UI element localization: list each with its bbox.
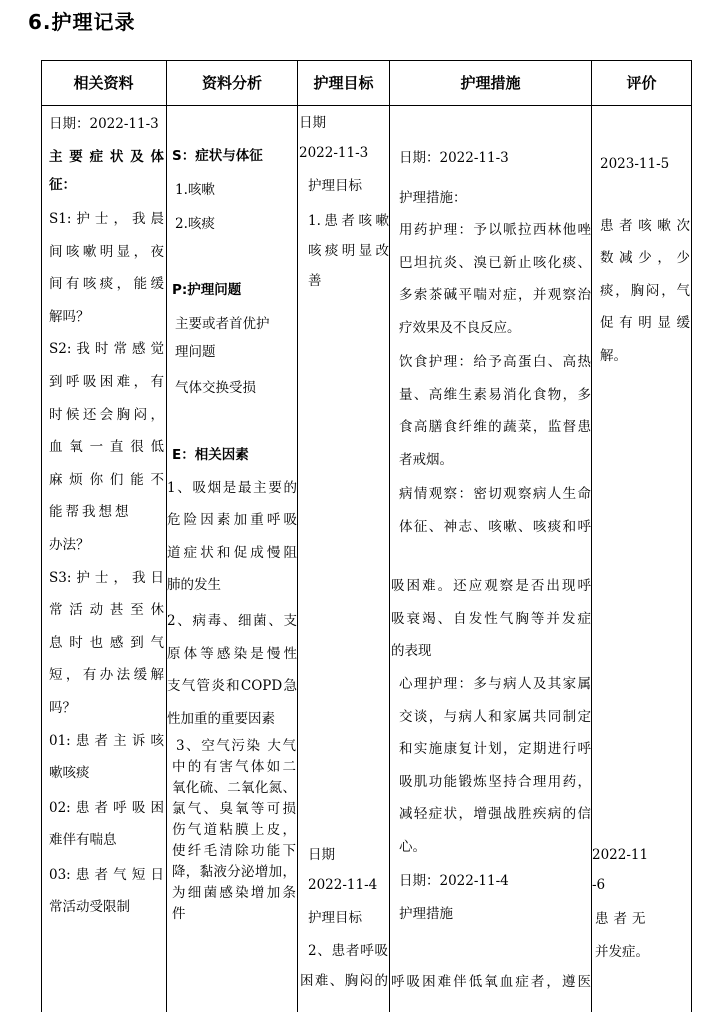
goal-label: 护理目标 — [308, 910, 362, 926]
header-evaluation: 评价 — [626, 74, 657, 92]
header-related-info: 相关资料 — [73, 74, 134, 92]
info-line: 到呼吸困难，有 — [49, 373, 164, 390]
psych-measures-cell — [399, 668, 591, 930]
related-info-cell — [49, 110, 164, 924]
measure-line: 交谈，与病人和家属共同制定 — [399, 708, 591, 725]
factor-line: 危险因素加重呼吸 — [167, 512, 297, 529]
goal-date: 2022-11-4 — [308, 877, 378, 893]
problem-line: 理问题 — [175, 344, 216, 360]
info-line: 嗽咳痰 — [49, 765, 90, 782]
info-line: 常活动受限制 — [49, 899, 130, 916]
info-line: 短，有办法缓解 — [49, 667, 164, 684]
symptom-item: 2.咳痰 — [175, 216, 215, 232]
info-line: 麻烦你们能不 — [49, 471, 164, 488]
nursing-goal-cell-2 — [300, 840, 388, 996]
factor-line: 使纤毛清除功能下 — [172, 843, 296, 859]
goal-line: 咳痰明显改 — [308, 243, 389, 259]
factor-line: 降，黏液分泌增加， — [172, 864, 296, 880]
factor-line: 伤气道粘膜上皮， — [172, 822, 296, 838]
evaluation-line: 痰，胸闷，气 — [600, 282, 690, 299]
goal-line: 善 — [308, 273, 322, 289]
goal-date: 2022-11-3 — [299, 145, 369, 161]
evaluation-line: 患者无 — [595, 911, 651, 927]
table-border-left — [41, 60, 42, 1012]
measure-line: 吸困难。还应观察是否出现呼 — [391, 578, 591, 594]
nursing-record-table — [41, 60, 692, 1012]
factor-line: 氧化硫、二氧化氮、 — [172, 780, 296, 796]
info-line: 间咳嗽明显，夜 — [49, 243, 164, 260]
info-line: 02:患者呼吸困 — [49, 799, 164, 816]
nursing-goal-cell — [299, 108, 389, 296]
measure-line: 心。 — [399, 838, 426, 855]
header-nursing-measures: 护理措施 — [460, 74, 521, 92]
measure-line: 量、高维生素易消化食物，多 — [399, 386, 591, 403]
factor-line: 道症状和促成慢阻 — [167, 544, 297, 561]
measure-line: 的表现 — [391, 643, 432, 659]
measure-line: 食高膳食纤维的蔬菜，监督患 — [399, 419, 591, 435]
measure-date: 日期：2022-11-4 — [399, 873, 509, 889]
last-measure-cell — [391, 966, 591, 999]
info-line: S2:我时常感觉 — [49, 341, 164, 358]
record-date: 日期：2022-11-3 — [49, 116, 159, 132]
evaluation-line: 数减少，少 — [600, 250, 690, 267]
factor-line: 件 — [172, 906, 186, 922]
problem-line: 气体交换受损 — [175, 380, 256, 396]
measure-date: 日期：2022-11-3 — [399, 150, 509, 166]
symptom-item: 1.咳嗽 — [175, 182, 215, 198]
table-border-right — [691, 60, 692, 1012]
factor-line: 1、吸烟是最主要的 — [167, 479, 297, 496]
info-line: 解吗？ — [49, 308, 90, 325]
factor-line: 3、空气污染 大气 — [176, 738, 296, 754]
evaluation-date: 2023-11-5 — [600, 156, 670, 172]
info-line: 吗？ — [49, 699, 76, 716]
factor-line: 原体等感染是慢性 — [167, 645, 297, 662]
section-title: 6.护理记录 — [28, 10, 136, 34]
measure-line: 病情观察：密切观察病人生命 — [399, 486, 591, 502]
measure-line: 用药护理：予以哌拉西林他唑 — [399, 222, 591, 238]
measure-line: 减轻症状，增强战胜疾病的信 — [399, 806, 591, 822]
info-line: S1:护士，我晨 — [49, 211, 164, 227]
goal-line: 1.患者咳嗽 — [308, 213, 389, 229]
air-pollution-cell — [172, 736, 296, 925]
factor-line: 性加重的重要因素 — [167, 710, 275, 727]
info-line: 息时也感到气 — [49, 634, 164, 651]
info-line: 间有咳痰，能缓 — [49, 276, 164, 293]
info-line: 时候还会胸闷， — [49, 406, 164, 423]
evaluation-date: 2022-11 — [592, 847, 649, 863]
data-analysis-cell — [172, 142, 297, 402]
nursing-measures-cell — [399, 142, 591, 543]
measure-line: 心理护理：多与病人及其家属 — [399, 676, 591, 692]
goal-date-label: 日期 — [308, 847, 335, 863]
symptom-heading: S：症状与体征 — [172, 148, 263, 164]
column-divider — [389, 60, 390, 1012]
problem-heading: P:护理问题 — [172, 282, 242, 298]
evaluation-line: 并发症。 — [595, 944, 649, 960]
goal-date-label: 日期 — [299, 115, 326, 131]
measure-line: 饮食护理：给予高蛋白、高热 — [399, 354, 591, 370]
measure-line: 巴坦抗炎、溴已新止咳化痰、 — [399, 254, 591, 271]
measure-line: 吸衰竭、自发性气胸等并发症 — [391, 610, 591, 627]
measure-label: 护理措施 — [399, 905, 453, 922]
factor-line: 中的有害气体如二 — [172, 759, 296, 775]
measure-line: 和实施康复计划，定期进行呼 — [399, 741, 591, 757]
evaluation-cell-2 — [592, 840, 691, 967]
evaluation-date: -6 — [592, 877, 606, 893]
factor-line: 为细菌感染增加条 — [172, 885, 296, 901]
evaluation-line: 患者咳嗽次 — [600, 217, 690, 234]
symptoms-heading: 主要症状及体 — [49, 149, 164, 165]
factor-line: 肺的发生 — [167, 577, 221, 594]
info-line: 常活动甚至休 — [49, 602, 164, 619]
observation-cont-cell — [391, 570, 591, 668]
info-line: 难伴有喘息 — [49, 832, 117, 849]
measure-line: 体征、神志、咳嗽、咳痰和呼 — [399, 518, 591, 535]
evaluation-line: 促有明显缓 — [600, 315, 690, 332]
header-nursing-goal: 护理目标 — [313, 74, 374, 92]
evaluation-cell — [600, 148, 690, 373]
measure-line: 疗效果及不良反应。 — [399, 319, 521, 336]
factor-line: 氯气、臭氧等可损 — [172, 801, 296, 817]
goal-line: 困难、胸闷的 — [300, 973, 388, 989]
info-line: 血氧一直很低 — [49, 439, 164, 456]
header-divider — [41, 105, 692, 106]
info-line: 01:患者主诉咳 — [49, 732, 164, 749]
column-divider — [297, 60, 298, 1012]
symptoms-heading-cont: 征： — [49, 177, 76, 193]
header-data-analysis: 资料分析 — [201, 74, 262, 92]
measure-line: 呼吸困难伴低氧血症者，遵医 — [391, 974, 591, 990]
problem-line: 主要或者首优护 — [175, 316, 270, 332]
factors-cell — [167, 439, 297, 735]
factor-heading: E：相关因素 — [172, 447, 249, 463]
measure-line: 吸肌功能锻炼坚持合理用药， — [399, 773, 591, 790]
info-line: S3:护士，我日 — [49, 569, 164, 586]
factor-line: 支气管炎和COPD急 — [167, 678, 297, 695]
factor-line: 2、病毒、细菌、支 — [167, 612, 297, 629]
info-line: 办法？ — [49, 536, 90, 553]
measure-label: 护理措施： — [399, 189, 467, 206]
evaluation-line: 解。 — [600, 347, 627, 364]
info-line: 03:患者气短日 — [49, 866, 164, 883]
goal-line: 2、患者呼吸 — [308, 943, 388, 959]
measure-line: 多索茶碱平喘对症，并观察治 — [399, 287, 591, 303]
measure-line: 者戒烟。 — [399, 451, 453, 468]
info-line: 能帮我想想 — [49, 504, 132, 521]
goal-label: 护理目标 — [308, 178, 362, 194]
